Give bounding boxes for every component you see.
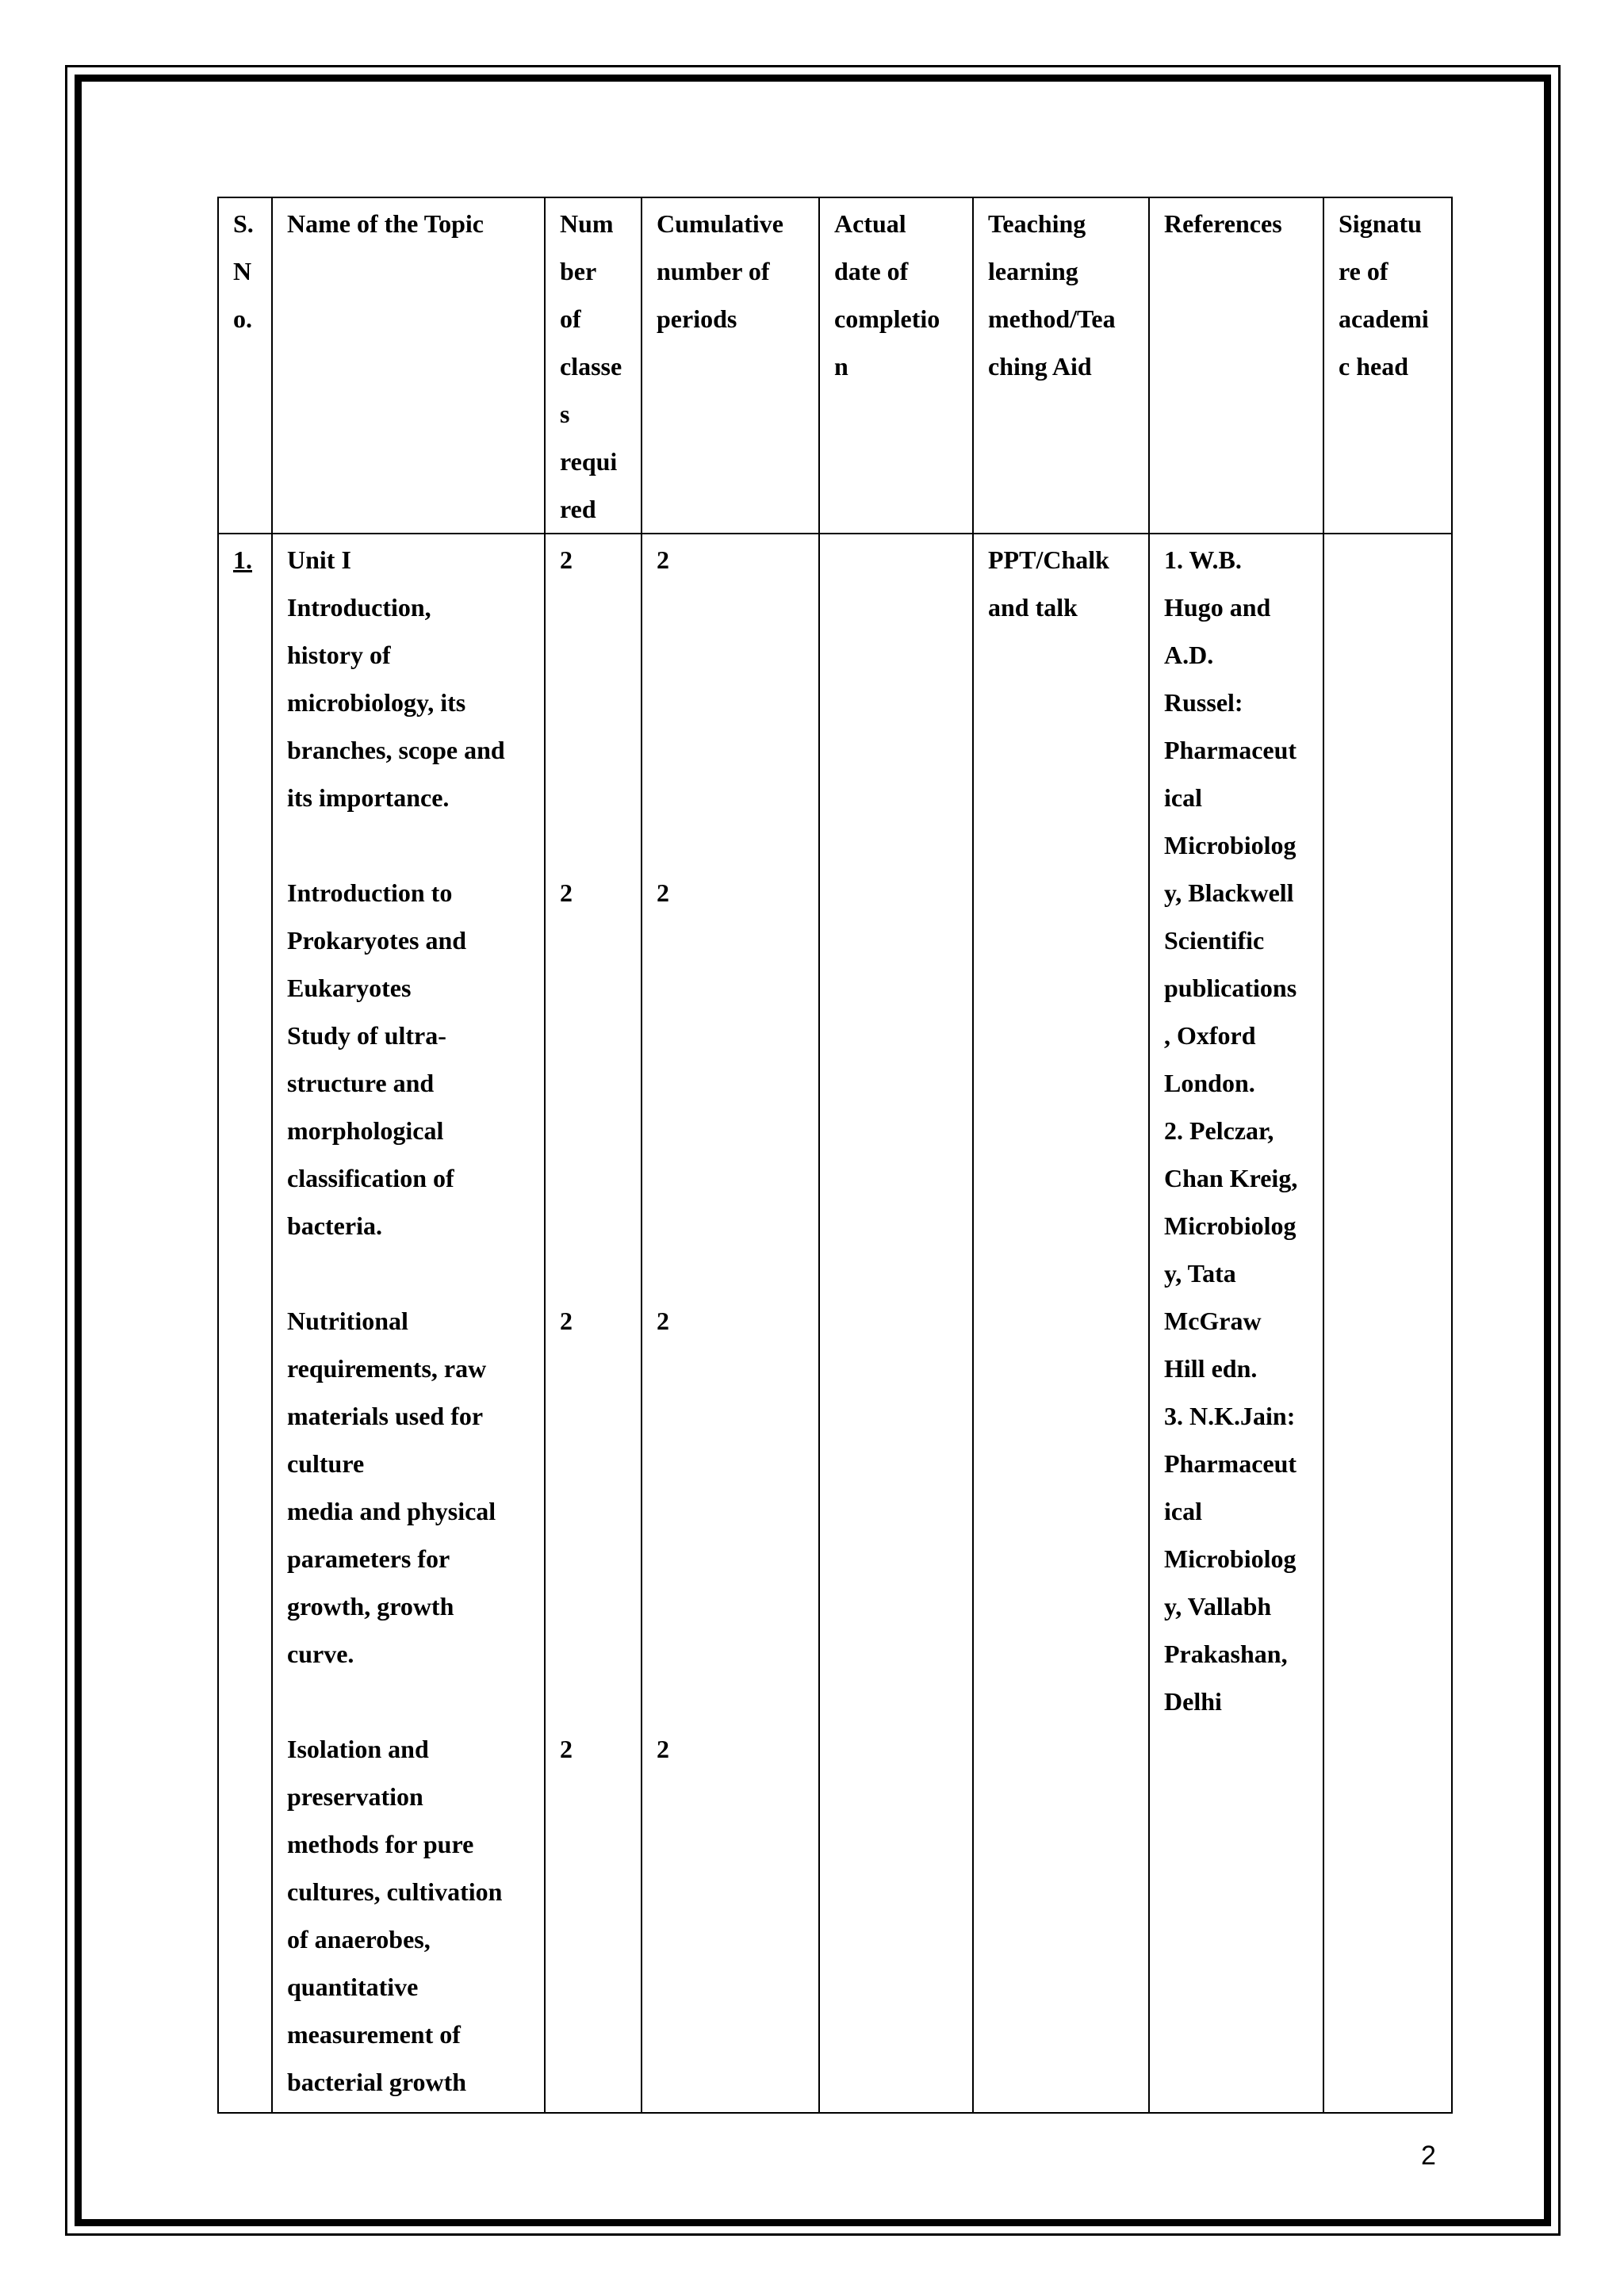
header-classes: Num ber of classe s requi red [545,197,642,534]
cumulative-1: 2 [657,545,669,574]
classes-4: 2 [560,1735,573,1763]
cell-signature [1323,534,1452,2113]
header-signature: Signatu re of academi c head [1323,197,1452,534]
topic-1: Unit I Introduction, history of microbiology, its branches, scope and its importance. [287,545,505,812]
lesson-plan-table [217,197,1453,2114]
cell-actual-date [819,534,973,2113]
header-sno: S. N o. [218,197,272,534]
header-references: References [1149,197,1323,534]
topic-2: Introduction to Prokaryotes and Eukaryotes Study of ultra- structure and morphological classification of bacteria. [287,878,467,1240]
table-row [218,534,1452,2113]
cell-references: 1. W.B. Hugo and A.D. Russel: Pharmaceut ical Microbiolog y, Blackwell Scientific publications , Oxford London. 2. Pelczar, Chan Kreig, Microbiolog y, Tata McGraw Hill edn. 3. N.K.Jain: Pharmaceut ical Microbiolog y, Vallabh Prakashan, Delhi [1149,534,1323,2113]
header-topic: Name of the Topic [272,197,545,534]
classes-1: 2 [560,545,573,574]
header-actual-date: Actual date of completio n [819,197,973,534]
cumulative-2: 2 [657,878,669,907]
cell-sno: 1. [218,534,272,2113]
classes-2: 2 [560,878,573,907]
cell-cumulative [642,534,819,2113]
cumulative-3: 2 [657,1307,669,1335]
cell-classes [545,534,642,2113]
cumulative-4: 2 [657,1735,669,1763]
topic-3: Nutritional requirements, raw materials used for culture media and physical parameters for growth, growth curve. [287,1307,496,1668]
header-method: Teaching learning method/Tea ching Aid [973,197,1149,534]
topic-4: Isolation and preservation methods for pure cultures, cultivation of anaerobes, quantitative measurement of bacterial growth [287,1735,503,2096]
table-header-row [218,197,1452,534]
classes-3: 2 [560,1307,573,1335]
header-cumulative: Cumulative number of periods [642,197,819,534]
cell-method: PPT/Chalk and talk [973,534,1149,2113]
page-number: 2 [1421,2141,1436,2171]
cell-topic [272,534,545,2113]
